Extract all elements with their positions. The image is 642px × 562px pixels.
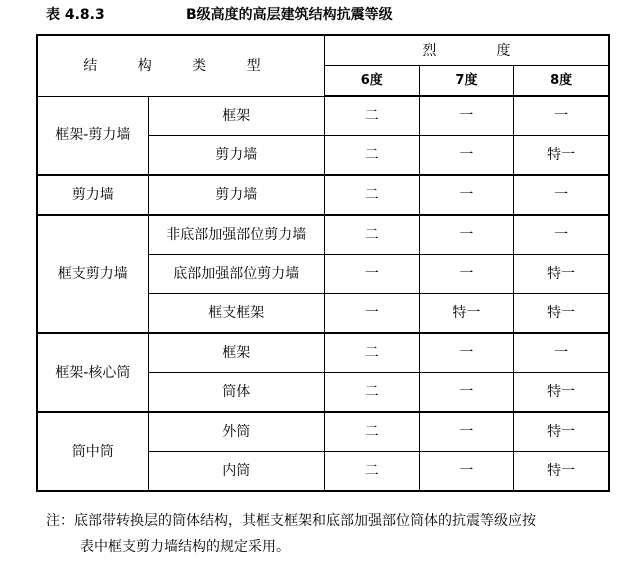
grade-8-cell: 一 [514,333,609,373]
sub-type-cell: 框架 [148,333,324,373]
grade-7-cell: 一 [419,373,514,413]
grade-8-cell: 特一 [514,294,609,334]
table-title: B级高度的高层建筑结构抗震等级 [186,7,393,23]
sub-type-cell: 剪力墙 [148,136,324,176]
table-note [46,508,636,560]
grade-6-cell: 二 [324,175,419,215]
group-cell: 框支剪力墙 [37,215,148,333]
grade-7-cell: 一 [419,452,514,492]
grade-8-cell: 一 [514,175,609,215]
grade-8-cell: 特一 [514,412,609,452]
header-intensity-du: 度 [496,42,511,59]
sub-type-cell: 非底部加强部位剪力墙 [148,215,324,255]
grade-7-cell: 特一 [419,294,514,334]
group-cell: 剪力墙 [37,175,148,215]
table-row [37,333,609,373]
note-line-1: 注：底部带转换层的筒体结构，其框支框架和底部加强部位筒体的抗震等级应按 [46,513,536,529]
note-line-2: 表中框支剪力墙结构的规定采用。 [80,539,290,555]
header-degree-8: 8度 [514,66,609,97]
grade-6-cell: 二 [324,412,419,452]
header-degree-6: 6度 [324,66,419,97]
grade-6-cell: 二 [324,96,419,136]
sub-type-cell: 内筒 [148,452,324,492]
grade-6-cell: 二 [324,333,419,373]
grade-6-cell: 二 [324,215,419,255]
grade-7-cell: 一 [419,412,514,452]
grade-8-cell: 特一 [514,373,609,413]
header-intensity-lie: 烈 [422,42,437,59]
grade-6-cell: 二 [324,452,419,492]
header-structure-type: 结 构 类 型 [37,35,324,96]
header-intensity [324,35,609,66]
sub-type-cell: 外筒 [148,412,324,452]
table-row [37,412,609,452]
seismic-grade-table [36,34,610,492]
grade-6-cell: 二 [324,373,419,413]
grade-7-cell: 一 [419,215,514,255]
table-caption [46,4,606,26]
group-cell: 框架-剪力墙 [37,96,148,175]
grade-8-cell: 一 [514,96,609,136]
table-header-row [37,35,609,66]
table-row [37,96,609,136]
grade-7-cell: 一 [419,96,514,136]
sub-type-cell: 剪力墙 [148,175,324,215]
table-row [37,175,609,215]
grade-8-cell: 特一 [514,136,609,176]
sub-type-cell: 底部加强部位剪力墙 [148,255,324,294]
group-cell: 框架-核心筒 [37,333,148,412]
grade-8-cell: 特一 [514,255,609,294]
table-row [37,215,609,255]
sub-type-cell: 筒体 [148,373,324,413]
grade-6-cell: 一 [324,255,419,294]
table-number: 表 4.8.3 [46,7,105,23]
grade-6-cell: 一 [324,294,419,334]
grade-8-cell: 一 [514,215,609,255]
grade-7-cell: 一 [419,255,514,294]
grade-8-cell: 特一 [514,452,609,492]
group-cell: 筒中筒 [37,412,148,491]
header-degree-7: 7度 [419,66,514,97]
grade-7-cell: 一 [419,333,514,373]
grade-6-cell: 二 [324,136,419,176]
grade-7-cell: 一 [419,136,514,176]
sub-type-cell: 框支框架 [148,294,324,334]
grade-7-cell: 一 [419,175,514,215]
sub-type-cell: 框架 [148,96,324,136]
